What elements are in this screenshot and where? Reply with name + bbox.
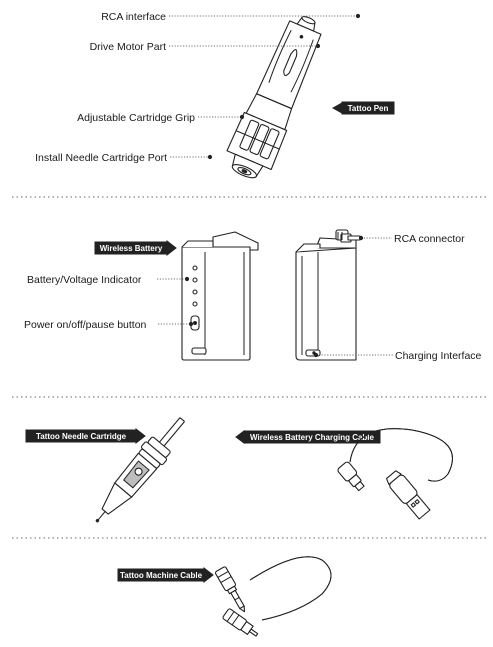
needle-port-dot [208, 155, 211, 158]
wireless-battery-tag [95, 241, 176, 255]
tag-arrow-icon [236, 431, 244, 443]
led-3-icon [193, 290, 197, 294]
svg-text:Wireless Battery: Wireless Battery [99, 244, 163, 253]
wireless-battery-front [182, 232, 258, 360]
tag-arrow-icon [136, 429, 145, 443]
tag-arrow-icon [333, 103, 342, 113]
svg-text:Tattoo Pen: Tattoo Pen [347, 104, 389, 113]
rca-connector-label: RCA connector [394, 233, 465, 245]
indicator-label: Battery/Voltage Indicator [27, 274, 142, 286]
rca-interface-dot [356, 14, 359, 17]
tag-arrow-icon [167, 241, 176, 255]
cartridge-grip-dot [240, 115, 243, 118]
svg-text:Tattoo Needle Cartridge: Tattoo Needle Cartridge [35, 432, 127, 441]
drive-motor-label: Drive Motor Part [89, 41, 166, 53]
needle-port-label: Install Needle Cartridge Port [35, 152, 167, 164]
power-button-label: Power on/off/pause button [24, 319, 147, 331]
tattoo-pen-illustration [221, 9, 332, 185]
indicator-dot [185, 277, 188, 280]
led-1-icon [193, 266, 197, 270]
machine-cable-illustration [215, 557, 331, 640]
tattoo-pen-tag [333, 102, 394, 114]
cartridge-grip-label: Adjustable Cartridge Grip [77, 112, 195, 124]
rca-interface-label: RCA interface [101, 11, 166, 23]
charging-interface-dot [314, 353, 317, 356]
rca-connector-dot [359, 236, 362, 239]
rca-connector-icon [336, 230, 360, 242]
led-4-icon [193, 302, 197, 306]
wireless-battery-back [296, 230, 360, 360]
machine-cable-tag [118, 568, 213, 582]
tag-arrow-icon [204, 568, 213, 582]
needle-cartridge-illustration [86, 411, 193, 531]
svg-text:Tattoo Machine Cable: Tattoo Machine Cable [119, 571, 203, 580]
power-button-dot [189, 322, 192, 325]
drive-motor-dot [316, 44, 319, 47]
led-2-icon [193, 278, 197, 282]
needle-cartridge-tag [26, 429, 145, 443]
svg-text:Wireless Battery Charging Cabl: Wireless Battery Charging Cable [250, 433, 374, 442]
charging-interface-label: Charging Interface [395, 350, 482, 362]
